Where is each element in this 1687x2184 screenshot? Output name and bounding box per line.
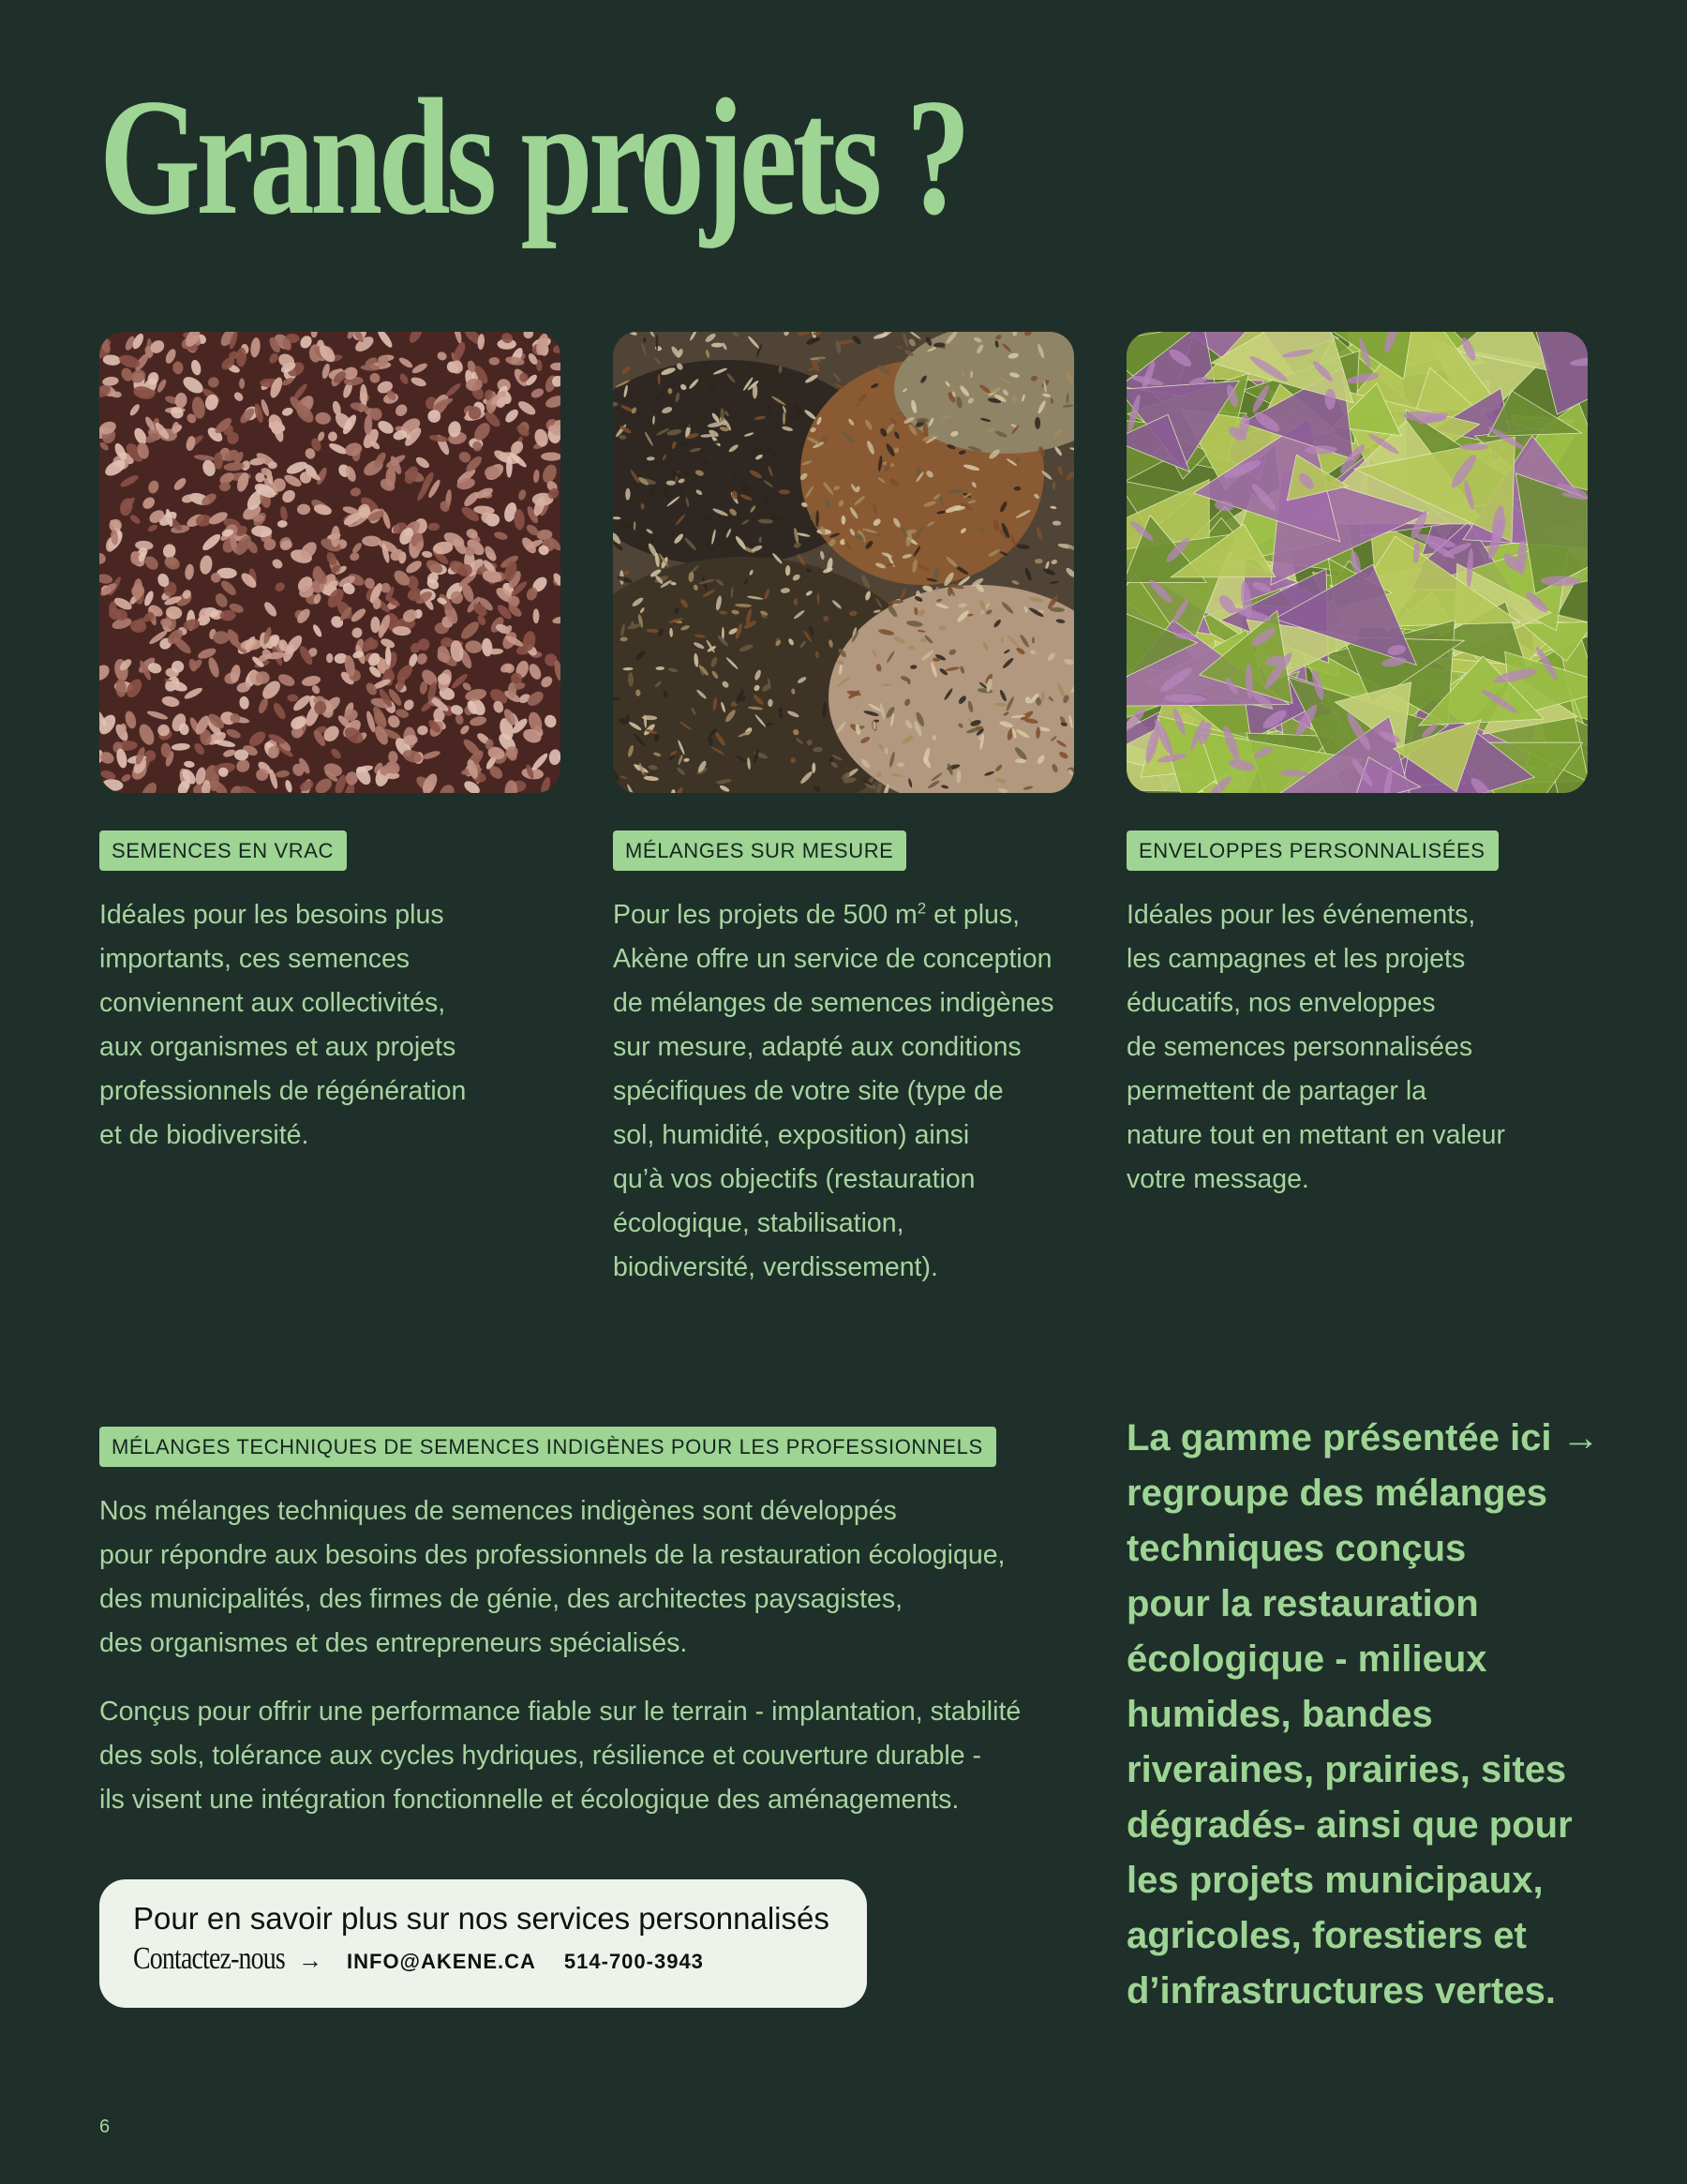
para-line: des municipalités, des firmes de génie, des architectes paysagistes, — [99, 1584, 903, 1614]
card-custom-mixes — [613, 332, 1074, 1290]
aside-line: les projets municipaux, — [1127, 1860, 1544, 1901]
aside-line: La gamme présentée ici → — [1127, 1417, 1600, 1458]
card-description — [1127, 893, 1588, 1202]
arrow-right-icon: → — [1561, 1417, 1600, 1458]
aside-line: écologique - milieux — [1127, 1638, 1487, 1680]
para-line: Conçus pour offrir une performance fiable sur le terrain - implantation, stabilité — [99, 1697, 1022, 1727]
desc-line: sur mesure, adapté aux conditions — [613, 1032, 1022, 1062]
technical-paragraph-1 — [99, 1489, 1055, 1666]
aside-line: dégradés- ainsi que pour — [1127, 1804, 1573, 1846]
aside-line: techniques conçus — [1127, 1528, 1467, 1569]
bulk-seeds-photo — [99, 332, 560, 793]
page-title: Grands projets ? — [99, 64, 967, 249]
aside-line: d’infrastructures vertes. — [1127, 1970, 1556, 2012]
contact-row — [133, 1941, 867, 1977]
desc-line: biodiversité, verdissement). — [613, 1252, 938, 1282]
para-line: des organismes et des entrepreneurs spécialisés. — [99, 1628, 688, 1658]
aside-line: humides, bandes — [1127, 1694, 1433, 1735]
aside-line: riveraines, prairies, sites — [1127, 1749, 1567, 1790]
arrow-right-icon: → — [298, 1946, 322, 1974]
aside-line: agricoles, forestiers et — [1127, 1915, 1527, 1956]
custom-envelopes-photo — [1127, 332, 1588, 793]
desc-line: Idéales pour les besoins plus — [99, 900, 444, 930]
card-tag: ENVELOPPES PERSONNALISÉES — [1127, 830, 1499, 871]
desc-line: écologique, stabilisation, — [613, 1208, 904, 1238]
para-line: Nos mélanges techniques de semences indigènes sont développés — [99, 1496, 897, 1526]
desc-line: les campagnes et les projets — [1127, 944, 1466, 974]
para-line: des sols, tolérance aux cycles hydriques, résilience et couverture durable - — [99, 1741, 981, 1771]
desc-line: conviennent aux collectivités, — [99, 988, 446, 1018]
desc-line: Akène offre un service de conception — [613, 944, 1053, 974]
card-description — [613, 893, 1074, 1290]
technical-paragraph-2 — [99, 1690, 1055, 1822]
aside-line: regroupe des mélanges — [1127, 1473, 1548, 1514]
desc-line: Idéales pour les événements, — [1127, 900, 1476, 930]
desc-line: votre message. — [1127, 1164, 1309, 1194]
desc-line: nature tout en mettant en valeur — [1127, 1120, 1506, 1150]
desc-line: aux organismes et aux projets — [99, 1032, 456, 1062]
desc-line: sol, humidité, exposition) ainsi — [613, 1120, 970, 1150]
card-custom-envelopes — [1127, 332, 1588, 1202]
phone-link[interactable]: 514-700-3943 — [563, 1950, 704, 1973]
range-highlight — [1127, 1411, 1614, 2019]
desc-line: importants, ces semences — [99, 944, 411, 974]
contact-box — [99, 1879, 867, 2008]
desc-line: et de biodiversité. — [99, 1120, 309, 1150]
para-line: pour répondre aux besoins des professionnels de la restauration écologique, — [99, 1540, 1006, 1570]
contact-lead: Pour en savoir plus sur nos services personnalisés — [133, 1901, 829, 1936]
card-tag: MÉLANGES SUR MESURE — [613, 830, 906, 871]
card-description — [99, 893, 560, 1158]
desc-line: Pour les projets de 500 $m^2$ et plus, — [613, 899, 1021, 930]
card-bulk-seeds — [99, 332, 560, 1158]
card-tag: SEMENCES EN VRAC — [99, 830, 347, 871]
desc-line: de mélanges de semences indigènes — [613, 988, 1054, 1018]
aside-line: pour la restauration — [1127, 1583, 1479, 1624]
technical-tag: MÉLANGES TECHNIQUES DE SEMENCES INDIGÈNES POUR LES PROFESSIONNELS — [99, 1427, 996, 1467]
desc-line: professionnels de régénération — [99, 1076, 467, 1106]
desc-line: permettent de partager la — [1127, 1076, 1427, 1106]
para-line: ils visent une intégration fonctionnelle et écologique des aménagements. — [99, 1785, 960, 1815]
page-number: 6 — [99, 2117, 111, 2137]
desc-line: spécifiques de votre site (type de — [613, 1076, 1004, 1106]
technical-section — [99, 1427, 1055, 1822]
desc-line: éducatifs, nos enveloppes — [1127, 988, 1436, 1018]
contact-us-link[interactable]: Contactez-nous — [133, 1941, 285, 1976]
email-link[interactable]: INFO@AKENE.CA — [347, 1950, 536, 1973]
custom-mix-seeds-photo — [613, 332, 1074, 793]
desc-line: qu’à vos objectifs (restauration — [613, 1164, 976, 1194]
desc-line: de semences personnalisées — [1127, 1032, 1473, 1062]
